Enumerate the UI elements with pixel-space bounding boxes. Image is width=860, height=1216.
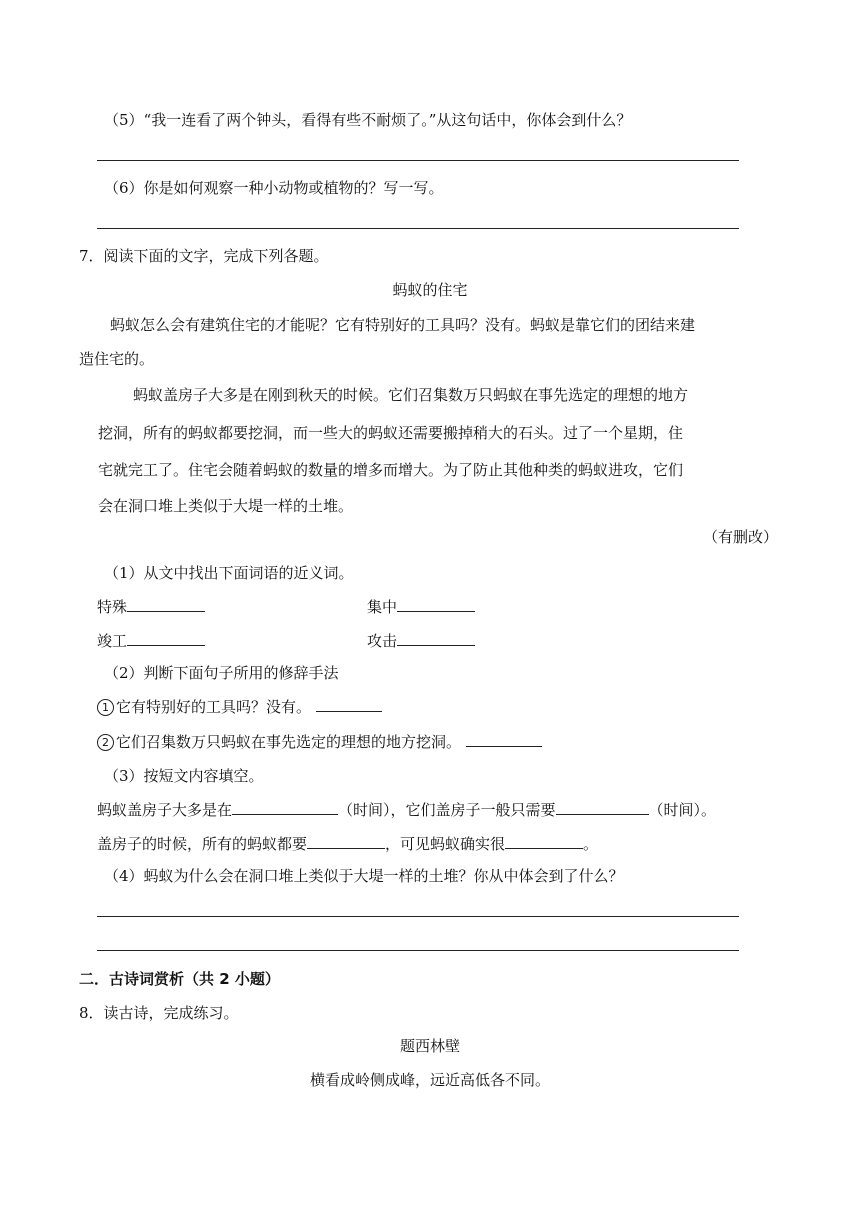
synonym-item-3	[97, 631, 205, 651]
answer-line-sub4-1[interactable]	[97, 916, 739, 917]
question-7-header	[79, 246, 329, 266]
poem-title: 题西林壁	[399, 1037, 460, 1055]
sub4-prompt: （4）蚂蚁为什么会在洞口堆上类似于大堤一样的土堆？你从中体会到了什么？	[104, 867, 624, 885]
fill-blank-quality[interactable]	[505, 834, 583, 849]
passage-para1-line2: 造住宅的。	[79, 350, 155, 368]
passage-para1-line1: 蚂蚁怎么会有建筑住宅的才能呢？它有特别好的工具吗？没有。蚂蚁是靠它们的团结来建	[110, 316, 696, 334]
synonym-item-1	[97, 597, 205, 617]
sub2-prompt: （2）判断下面句子所用的修辞手法	[104, 664, 339, 682]
answer-line-q5[interactable]	[97, 160, 739, 161]
fill-text: 盖房子的时候，所有的蚂蚁都要	[97, 835, 308, 853]
rhetoric-item-2	[97, 732, 542, 752]
passage-title: 蚂蚁的住宅	[392, 281, 468, 299]
synonym-blank[interactable]	[127, 597, 205, 612]
fill-text: 蚂蚁盖房子大多是在	[97, 801, 233, 819]
poem-line-1: 横看成岭侧成峰，远近高低各不同。	[309, 1071, 550, 1089]
passage-para2-line2: 挖洞，所有的蚂蚁都要挖洞，而一些大的蚂蚁还需要搬掉稍大的石头。过了一个星期，住	[98, 424, 684, 442]
synonym-word: 特殊	[97, 598, 128, 616]
sub3-prompt: （3）按短文内容填空。	[104, 767, 264, 785]
question-8-instruction: 读古诗，完成练习。	[103, 1004, 239, 1022]
synonym-item-2	[367, 597, 475, 617]
section-2-heading: 二．古诗词赏析（共 2 小题）	[79, 970, 280, 988]
rhetoric-sentence: 它们召集数万只蚂蚁在事先选定的理想的地方挖洞。	[116, 733, 462, 751]
sub1-prompt: （1）从文中找出下面词语的近义词。	[104, 564, 354, 582]
rhetoric-blank[interactable]	[316, 697, 382, 712]
synonym-blank[interactable]	[397, 631, 475, 646]
question-5-text: “我一连看了两个钟头，看得有些不耐烦了。”从这句话中，你体会到什么？	[143, 111, 632, 129]
fill-blank-time2[interactable]	[556, 800, 649, 815]
synonym-word: 集中	[367, 598, 398, 616]
question-8-header	[79, 1003, 239, 1023]
passage-para2-line1: 蚂蚁盖房子大多是在刚到秋天的时候。它们召集数万只蚂蚁在事先选定的理想的地方	[133, 386, 689, 404]
passage-para2-line4: 会在洞口堆上类似于大堤一样的土堆。	[98, 497, 354, 515]
question-7-number: 7．	[79, 247, 104, 265]
fill-line-2	[97, 834, 598, 854]
answer-line-sub4-2[interactable]	[97, 950, 739, 951]
synonym-item-4	[367, 631, 475, 651]
question-5	[104, 110, 631, 130]
synonym-blank[interactable]	[127, 631, 205, 646]
fill-text: ，可见蚂蚁确实很	[385, 835, 506, 853]
question-6-label: （6）	[104, 179, 144, 197]
fill-blank-action[interactable]	[307, 834, 385, 849]
synonym-word: 攻击	[367, 632, 398, 650]
rhetoric-item-1	[97, 697, 382, 717]
fill-line-1	[97, 800, 716, 820]
fill-text: （时间）。	[648, 801, 717, 819]
question-5-label: （5）	[104, 111, 144, 129]
fill-blank-time1[interactable]	[232, 800, 338, 815]
circled-number-1: 1	[97, 699, 114, 716]
synonym-blank[interactable]	[397, 597, 475, 612]
rhetoric-blank[interactable]	[466, 732, 542, 747]
synonym-word: 竣工	[97, 632, 128, 650]
fill-text: （时间），它们盖房子一般只需要	[338, 801, 556, 819]
question-6-text: 你是如何观察一种小动物或植物的？写一写。	[143, 179, 444, 197]
passage-para2-line3: 宅就完工了。住宅会随着蚂蚁的数量的增多而增大。为了防止其他种类的蚂蚁进攻，它们	[98, 461, 684, 479]
question-7-instruction: 阅读下面的文字，完成下列各题。	[103, 247, 329, 265]
rhetoric-sentence: 它有特别好的工具吗？没有。	[116, 698, 312, 716]
question-8-number: 8．	[79, 1004, 104, 1022]
answer-line-q6[interactable]	[97, 228, 739, 229]
circled-number-2: 2	[97, 734, 114, 751]
question-6	[104, 178, 444, 198]
fill-text: 。	[583, 835, 599, 853]
passage-source-note: （有删改）	[703, 528, 779, 546]
